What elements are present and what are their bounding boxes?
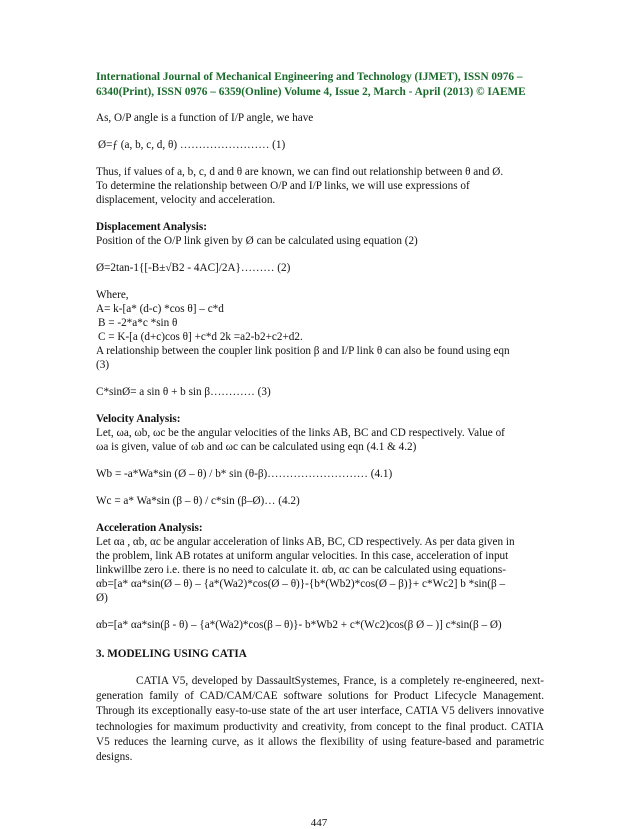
acceleration-equation-1: αb=[a* αa*sin(Ø – θ) – {a*(Wa2)*cos(Ø – θ)}-{b*(Wb2)*cos(Ø – β)}+ c*Wc2] b *sin(β – bbox=[96, 578, 506, 590]
velocity-text-1: Let, ωa, ωb, ωc be the angular velocities of the links AB, BC and CD respectively. Value of bbox=[96, 427, 505, 439]
acceleration-text-1: Let αa , αb, αc be angular acceleration of links AB, BC, CD respectively. As per data given in bbox=[96, 536, 515, 548]
heading-section-3: 3. MODELING USING CATIA bbox=[96, 648, 247, 660]
relationship-coupler-1: A relationship between the coupler link position β and I/P link θ can also be found using eqn bbox=[96, 345, 510, 357]
equation-C: C = K-[a (d+c)cos θ] +c*d 2k =a2-b2+c2+d2. bbox=[98, 331, 303, 343]
acceleration-text-2: the problem, link AB rotates at uniform angular velocities. In this case, acceleration of input bbox=[96, 550, 509, 562]
displacement-text: Position of the O/P link given by Ø can be calculated using equation (2) bbox=[96, 235, 418, 247]
equation-B: B = -2*a*c *sin θ bbox=[98, 317, 178, 329]
header-line-2: 6340(Print), ISSN 0976 – 6359(Online) Volume 4, Issue 2, March - April (2013) © IAEME bbox=[96, 85, 526, 98]
acceleration-equation-1-cont: Ø) bbox=[96, 592, 108, 604]
paragraph-io-angle: As, O/P angle is a function of I/P angle, we have bbox=[96, 112, 314, 124]
equation-4-2: Wc = a* Wa*sin (β – θ) / c*sin (β–Ø)… (4.2) bbox=[96, 495, 300, 507]
acceleration-text-3: linkwillbe zero i.e. there is no need to calculate it. αb, αc can be calculated using equations- bbox=[96, 564, 506, 576]
equation-2: Ø=2tan-1{[-B±√B2 - 4AC]/2A}……… (2) bbox=[96, 262, 291, 274]
where-label: Where, bbox=[96, 289, 129, 301]
equation-3: C*sinØ= a sin θ + b sin β………… (3) bbox=[96, 386, 271, 398]
heading-acceleration: Acceleration Analysis: bbox=[96, 522, 203, 534]
velocity-text-2: ωa is given, value of ωb and ωc can be calculated using eqn (4.1 & 4.2) bbox=[96, 441, 417, 453]
page-content bbox=[96, 70, 544, 765]
equation-4-1: Wb = -a*Wa*sin (Ø – θ) / b* sin (θ-β)……………………… (4.1) bbox=[96, 468, 393, 480]
header-line-1: International Journal of Mechanical Engineering and Technology (IJMET), ISSN 0976 – bbox=[96, 71, 523, 83]
relationship-coupler-2: (3) bbox=[96, 359, 110, 371]
heading-velocity: Velocity Analysis: bbox=[96, 413, 181, 425]
paragraph-relationship-1: Thus, if values of a, b, c, d and θ are known, we can find out relationship between θ and Ø. bbox=[96, 166, 504, 178]
page-number: 447 bbox=[310, 817, 328, 829]
paragraph-relationship-3: displacement, velocity and acceleration. bbox=[96, 194, 276, 206]
equation-1: Ø=ƒ (a, b, c, d, θ) …………………… (1) bbox=[98, 139, 286, 151]
journal-header bbox=[96, 70, 544, 99]
equation-A: A= k-[a* (d-c) *cos θ] – c*d bbox=[96, 303, 224, 315]
acceleration-equation-2: αb=[a* αa*sin(β - θ) – {a*(Wa2)*cos(β – θ)}- b*Wb2 + c*(Wc2)cos(β Ø – )] c*sin(β – Ø) bbox=[96, 619, 502, 631]
heading-displacement: Displacement Analysis: bbox=[96, 221, 207, 233]
catia-paragraph: CATIA V5, developed by DassaultSystemes, France, is a completely re-engineered, next-generation family of CAD/CAM/CAE software solutions for Product Lifecycle Management. Through its exceptionally easy-to-use state of the art user interface, CATIA V5 delivers innovative technologies for maximum productivity and creativity, from concept to the final product. CATIA V5 reduces the learning curve, as it allows the flexibility of using feature-based and parametric designs. bbox=[96, 675, 544, 764]
paragraph-relationship-2: To determine the relationship between O/P and I/P links, we will use expressions of bbox=[96, 180, 470, 192]
